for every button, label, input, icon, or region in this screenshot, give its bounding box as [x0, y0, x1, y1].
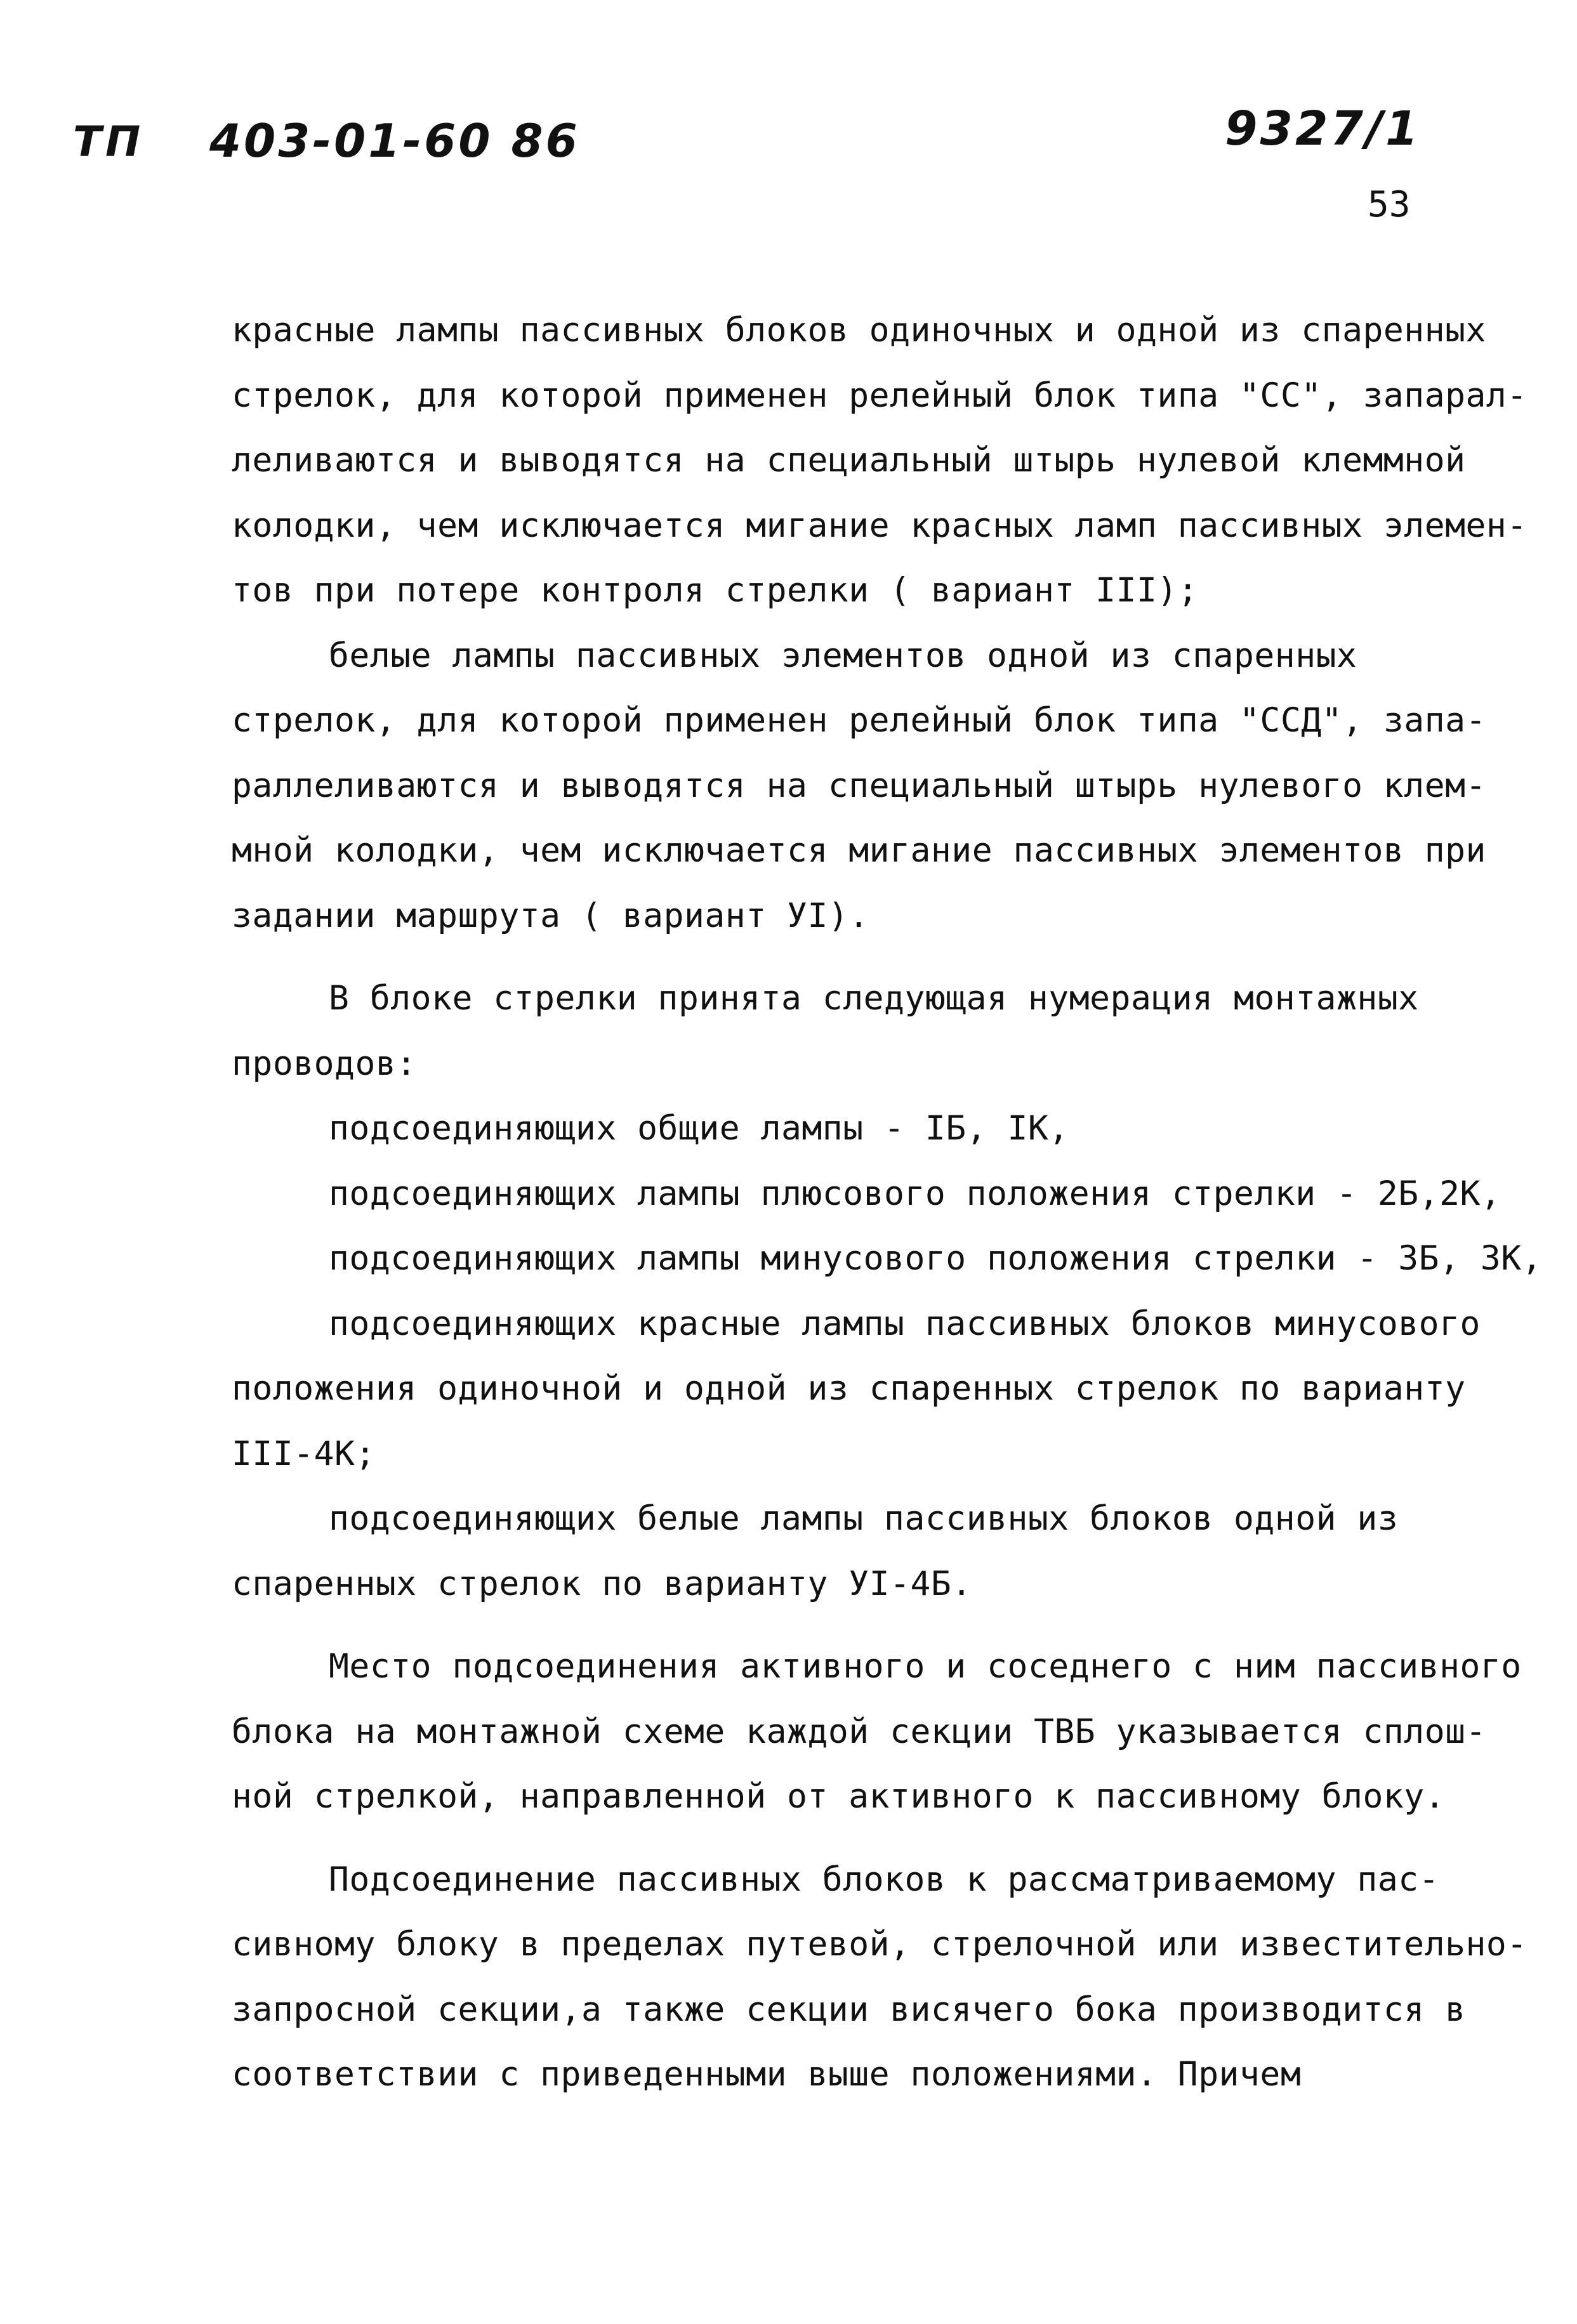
- paragraph-gap: [232, 1830, 1488, 1848]
- text-line: белые лампы пассивных элементов одной из спаренных: [329, 636, 1357, 675]
- text-line: блока на монтажной схеме каждой секции ТВБ указывается сплош-: [232, 1712, 1486, 1751]
- text-line: красные лампы пассивных блоков одиночных и одной из спаренных: [232, 311, 1486, 350]
- body-text: [232, 298, 1543, 2108]
- text-line: мной колодки, чем исключается мигание пассивных элементов при: [232, 831, 1486, 870]
- text-line: подсоединяющих общие лампы - IБ, IК,: [329, 1109, 1069, 1148]
- text-line: задании маршрута ( вариант УI).: [232, 896, 869, 935]
- text-line: проводов:: [232, 1044, 417, 1083]
- text-line: спаренных стрелок по варианту УI-4Б.: [232, 1564, 972, 1603]
- text-line: ной стрелкой, направленной от активного к пассивному блоку.: [232, 1777, 1446, 1816]
- text-line: соответствии с приведенными выше положениями. Причем: [232, 2055, 1302, 2094]
- project-code: 403-01-60 86: [209, 114, 580, 167]
- text-line: запросной секции,а также секции висячего бока производится в: [232, 1990, 1466, 2029]
- page-number: 53: [1368, 184, 1411, 225]
- text-line: подсоединяющих лампы плюсового положения стрелки - 2Б,2К,: [329, 1174, 1501, 1213]
- text-line: подсоединяющих красные лампы пассивных блоков минусового: [329, 1304, 1481, 1343]
- text-line: сивному блоку в пределах путевой, стрелочной или известительно-: [232, 1925, 1528, 1964]
- sheet-code: 9327/1: [1225, 102, 1421, 156]
- text-line: подсоединяющих белые лампы пассивных блоков одной из: [329, 1499, 1399, 1538]
- text-line: Место подсоединения активного и соседнего с ним пассивного: [329, 1647, 1522, 1686]
- text-line: колодки, чем исключается мигание красных ламп пассивных элемен-: [232, 506, 1528, 545]
- paragraph-gap: [232, 1617, 1488, 1634]
- text-line: Подсоединение пассивных блоков к рассматриваемому пас-: [329, 1860, 1440, 1899]
- text-line: III-4К;: [232, 1434, 376, 1473]
- text-line: положения одиночной и одной из спаренных стрелок по варианту: [232, 1369, 1466, 1408]
- text-line: В блоке стрелки принята следующая нумерация монтажных: [329, 979, 1419, 1018]
- paragraph-gap: [232, 949, 1488, 966]
- text-line: тов при потере контроля стрелки ( вариант III);: [232, 571, 1199, 610]
- text-line: леливаются и выводятся на специальный штырь нулевой клеммной: [232, 441, 1466, 480]
- text-line: стрелок, для которой применен релейный блок типа "ССД", запа-: [232, 701, 1486, 740]
- text-line: подсоединяющих лампы минусового положения стрелки - 3Б, 3К,: [329, 1239, 1543, 1278]
- text-line: раллеливаются и выводятся на специальный штырь нулевого клем-: [232, 766, 1486, 805]
- series-prefix: ТП: [73, 117, 145, 166]
- text-line: стрелок, для которой применен релейный блок типа "СС", запарал-: [232, 376, 1528, 415]
